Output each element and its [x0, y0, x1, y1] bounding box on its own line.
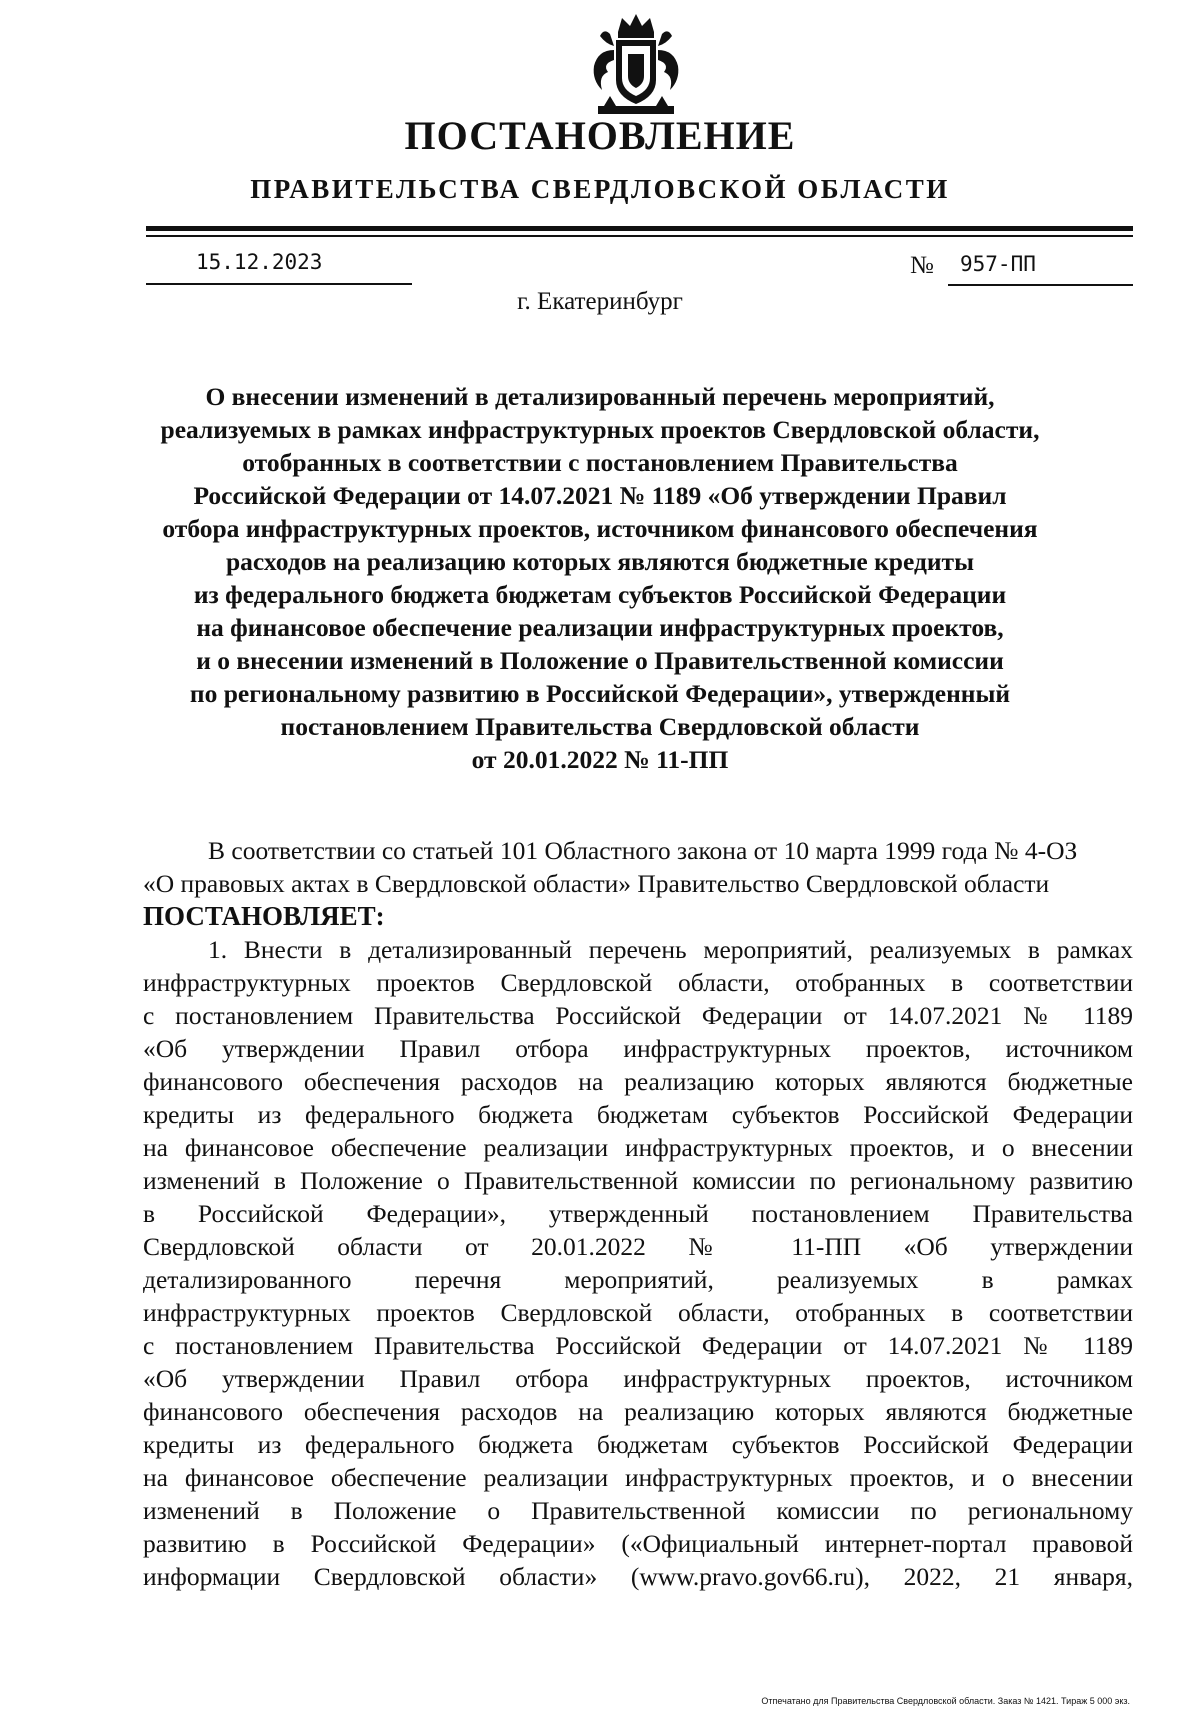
paragraph-line: инфраструктурных проектов Свердловской области, отобранных в соответствии — [143, 1298, 1133, 1327]
title-line: О внесении изменений в детализированный перечень мероприятий, — [205, 382, 995, 411]
paragraph-line: кредиты из федерального бюджета бюджетам субъектов Российской Федерации — [143, 1100, 1133, 1129]
paragraph-line: «Об утверждении Правил отбора инфраструктурных проектов, источником — [143, 1034, 1133, 1063]
paragraph-line: с постановлением Правительства Российской Федерации от 14.07.2021 № 1189 — [143, 1001, 1133, 1030]
title-line: по региональному развитию в Российской Федерации», утвержденный — [189, 679, 1011, 708]
paragraph-line: Свердловской области от 20.01.2022 № 11-ПП «Об утверждении — [143, 1232, 1133, 1261]
paragraph-line: изменений в Положение о Правительственной комиссии по региональному — [143, 1496, 1133, 1525]
paragraph-line: финансового обеспечения расходов на реализацию которых являются бюджетные — [143, 1397, 1133, 1426]
paragraph-line: на финансовое обеспечение реализации инфраструктурных проектов, и о внесении — [143, 1463, 1133, 1492]
title-line: от 20.01.2022 № 11-ПП — [471, 745, 729, 774]
title-line: реализуемых в рамках инфраструктурных проектов Свердловской области, — [160, 415, 1040, 444]
title-line: отбора инфраструктурных проектов, источником финансового обеспечения — [162, 514, 1038, 543]
paragraph-line: на финансовое обеспечение реализации инфраструктурных проектов, и о внесении — [143, 1133, 1133, 1162]
document-body — [143, 834, 1133, 1593]
paragraph-line: финансового обеспечения расходов на реализацию которых являются бюджетные — [143, 1067, 1133, 1096]
paragraph-line: инфраструктурных проектов Свердловской области, отобранных в соответствии — [143, 968, 1133, 997]
paragraph-line: развитию в Российской Федерации» («Официальный интернет-портал правовой — [143, 1529, 1133, 1558]
paragraph-line: 1. Внести в детализированный перечень мероприятий, реализуемых в рамках — [208, 935, 1133, 964]
number-sign: № — [910, 252, 934, 279]
title-line: на финансовое обеспечение реализации инфраструктурных проектов, — [196, 613, 1004, 642]
document-number: 957-ПП — [960, 252, 1036, 276]
title-line: расходов на реализацию которых являются бюджетные кредиты — [226, 547, 974, 576]
document-type-heading: ПОСТАНОВЛЕНИЕ — [404, 113, 796, 158]
coat-of-arms-icon — [580, 10, 692, 122]
preamble-line: В соответствии со статьей 101 Областного закона от 10 марта 1999 года № 4-ОЗ — [208, 836, 1078, 865]
title-line: Российской Федерации от 14.07.2021 № 1189 «Об утверждении Правил — [193, 481, 1007, 510]
decree-word: ПОСТАНОВЛЯЕТ: — [143, 901, 385, 931]
date-underline — [146, 283, 412, 285]
paragraph-line: информации Свердловской области» (www.pravo.gov66.ru), 2022, 21 января, — [143, 1562, 1133, 1591]
print-footnote: Отпечатано для Правительства Свердловской области. Заказ № 1421. Тираж 5 000 экз. — [761, 1696, 1130, 1706]
paragraph-line: кредиты из федерального бюджета бюджетам субъектов Российской Федерации — [143, 1430, 1133, 1459]
number-underline — [948, 284, 1133, 286]
title-line: из федерального бюджета бюджетам субъектов Российской Федерации — [193, 580, 1007, 609]
paragraph-line: с постановлением Правительства Российской Федерации от 14.07.2021 № 1189 — [143, 1331, 1133, 1360]
document-title — [120, 380, 1080, 776]
title-line: и о внесении изменений в Положение о Правительственной комиссии — [196, 646, 1004, 675]
document-date: 15.12.2023 — [196, 250, 323, 274]
paragraph-line: изменений в Положение о Правительственной комиссии по региональному развитию — [143, 1166, 1133, 1195]
title-line: постановлением Правительства Свердловской области — [280, 712, 920, 741]
issue-city: г. Екатеринбург — [517, 288, 683, 315]
title-line: отобранных в соответствии с постановлением Правительства — [242, 448, 958, 477]
header-divider-thick — [146, 226, 1133, 231]
paragraph-line: «Об утверждении Правил отбора инфраструктурных проектов, источником — [143, 1364, 1133, 1393]
preamble-line: «О правовых актах в Свердловской области» Правительство Свердловской области — [143, 869, 1050, 898]
issuing-authority: ПРАВИТЕЛЬСТВА СВЕРДЛОВСКОЙ ОБЛАСТИ — [250, 174, 950, 204]
paragraph-line: детализированного перечня мероприятий, реализуемых в рамках — [143, 1265, 1133, 1294]
paragraph-line: в Российской Федерации», утвержденный постановлением Правительства — [143, 1199, 1133, 1228]
header-divider-thin — [146, 235, 1133, 237]
